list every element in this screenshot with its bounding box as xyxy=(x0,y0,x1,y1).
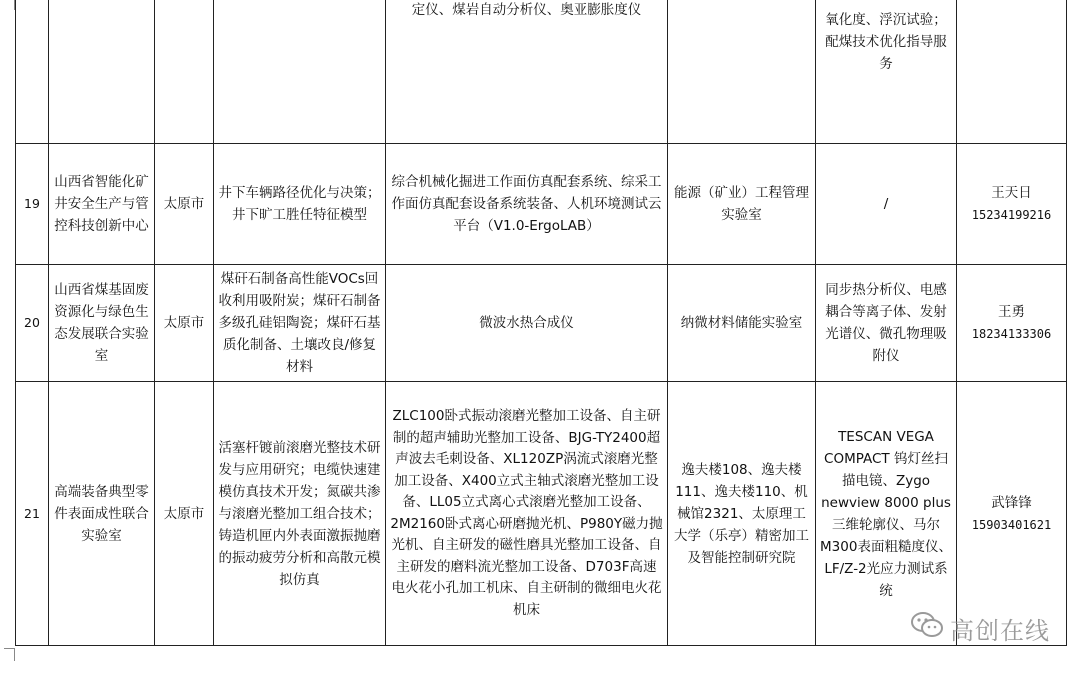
city: 太原市 xyxy=(155,382,214,646)
lab-name: 高端装备典型零件表面成性联合实验室 xyxy=(49,382,155,646)
page-corner-mark xyxy=(4,0,15,10)
services: 同步热分析仪、电感耦合等离子体、发射光谱仪、微孔物理吸附仪 xyxy=(816,265,957,382)
contact-name: 武锋锋 xyxy=(991,494,1032,511)
contact xyxy=(957,382,1067,646)
contact-phone: 18234133306 xyxy=(971,327,1052,341)
page-corner-mark xyxy=(4,648,15,661)
city: 太原市 xyxy=(155,144,214,265)
lab-table xyxy=(15,0,1067,646)
city: 太原市 xyxy=(155,265,214,382)
contact xyxy=(957,265,1067,382)
table-row xyxy=(16,144,1067,265)
lab-name xyxy=(49,0,155,144)
contact xyxy=(957,144,1067,265)
table-row xyxy=(16,265,1067,382)
research-field xyxy=(214,0,386,144)
research-field: 活塞杆镀前滚磨光整技术研发与应用研究；电缆快速建模仿真技术开发；氮碳共渗与滚磨光整加工组合技术；铸造机匣内外表面激振抛磨的振动疲劳分析和高散元模拟仿真 xyxy=(214,382,386,646)
row-number: 19 xyxy=(16,144,49,265)
location xyxy=(668,0,816,144)
contact-phone: 15234199216 xyxy=(971,208,1052,222)
wechat-icon xyxy=(910,610,944,646)
location: 能源（矿业）工程管理实验室 xyxy=(668,144,816,265)
table-row xyxy=(16,0,1067,144)
research-field: 井下车辆路径优化与决策；井下旷工胜任特征模型 xyxy=(214,144,386,265)
watermark xyxy=(910,610,1050,646)
row-number xyxy=(16,0,49,144)
contact-phone: 15903401621 xyxy=(971,517,1052,532)
services: / xyxy=(816,144,957,265)
equipment: 综合机械化掘进工作面仿真配套系统、综采工作面仿真配套设备系统装备、人机环境测试云平台（V1.0-ErgoLAB） xyxy=(386,144,668,265)
watermark-text: 高创在线 xyxy=(950,616,1050,645)
equipment: 微波水热合成仪 xyxy=(386,265,668,382)
location: 逸夫楼108、逸夫楼111、逸夫楼110、机械馆2321、太原理工大学（乐亭）精密加工及智能控制研究院 xyxy=(668,382,816,646)
lab-name: 山西省智能化矿井安全生产与管控科技创新中心 xyxy=(49,144,155,265)
contact xyxy=(957,0,1067,144)
equipment: 定仪、煤岩自动分析仪、奥亚膨胀度仪 xyxy=(386,0,668,144)
city xyxy=(155,0,214,144)
location: 纳微材料储能实验室 xyxy=(668,265,816,382)
lab-name: 山西省煤基固废资源化与绿色生态发展联合实验室 xyxy=(49,265,155,382)
services: 氧化度、浮沉试验；配煤技术优化指导服务 xyxy=(816,0,957,144)
equipment: ZLC100卧式振动滚磨光整加工设备、自主研制的超声辅助光整加工设备、BJG-TY2400超声波去毛刺设备、XL120ZP涡流式滚磨光整加工设备、X400立式主轴式滚磨光整加工设备、LL05立式离心式滚磨光整加工设备、2M2160卧式离心研磨抛光机、P980Y磁力抛光机、自主研发的磁性磨具光整加工设备、自主研发的磨料流光整加工设备、D703F高速电火花小孔加工机床、自主研制的微细电火花机床 xyxy=(386,382,668,646)
contact-name: 王勇 xyxy=(998,304,1025,320)
row-number: 20 xyxy=(16,265,49,382)
table-row xyxy=(16,382,1067,646)
contact-name: 王天日 xyxy=(991,185,1032,201)
row-number: 21 xyxy=(16,382,49,646)
research-field: 煤矸石制备高性能VOCs回收利用吸附炭；煤矸石制备多级孔硅铝陶瓷；煤矸石基质化制备、土壤改良/修复材料 xyxy=(214,265,386,382)
services: TESCAN VEGA COMPACT 钨灯丝扫描电镜、Zygo newview 8000 plus 三维轮廓仪、马尔M300表面粗糙度仪、LF/Z-2光应力测试系统 xyxy=(816,382,957,646)
